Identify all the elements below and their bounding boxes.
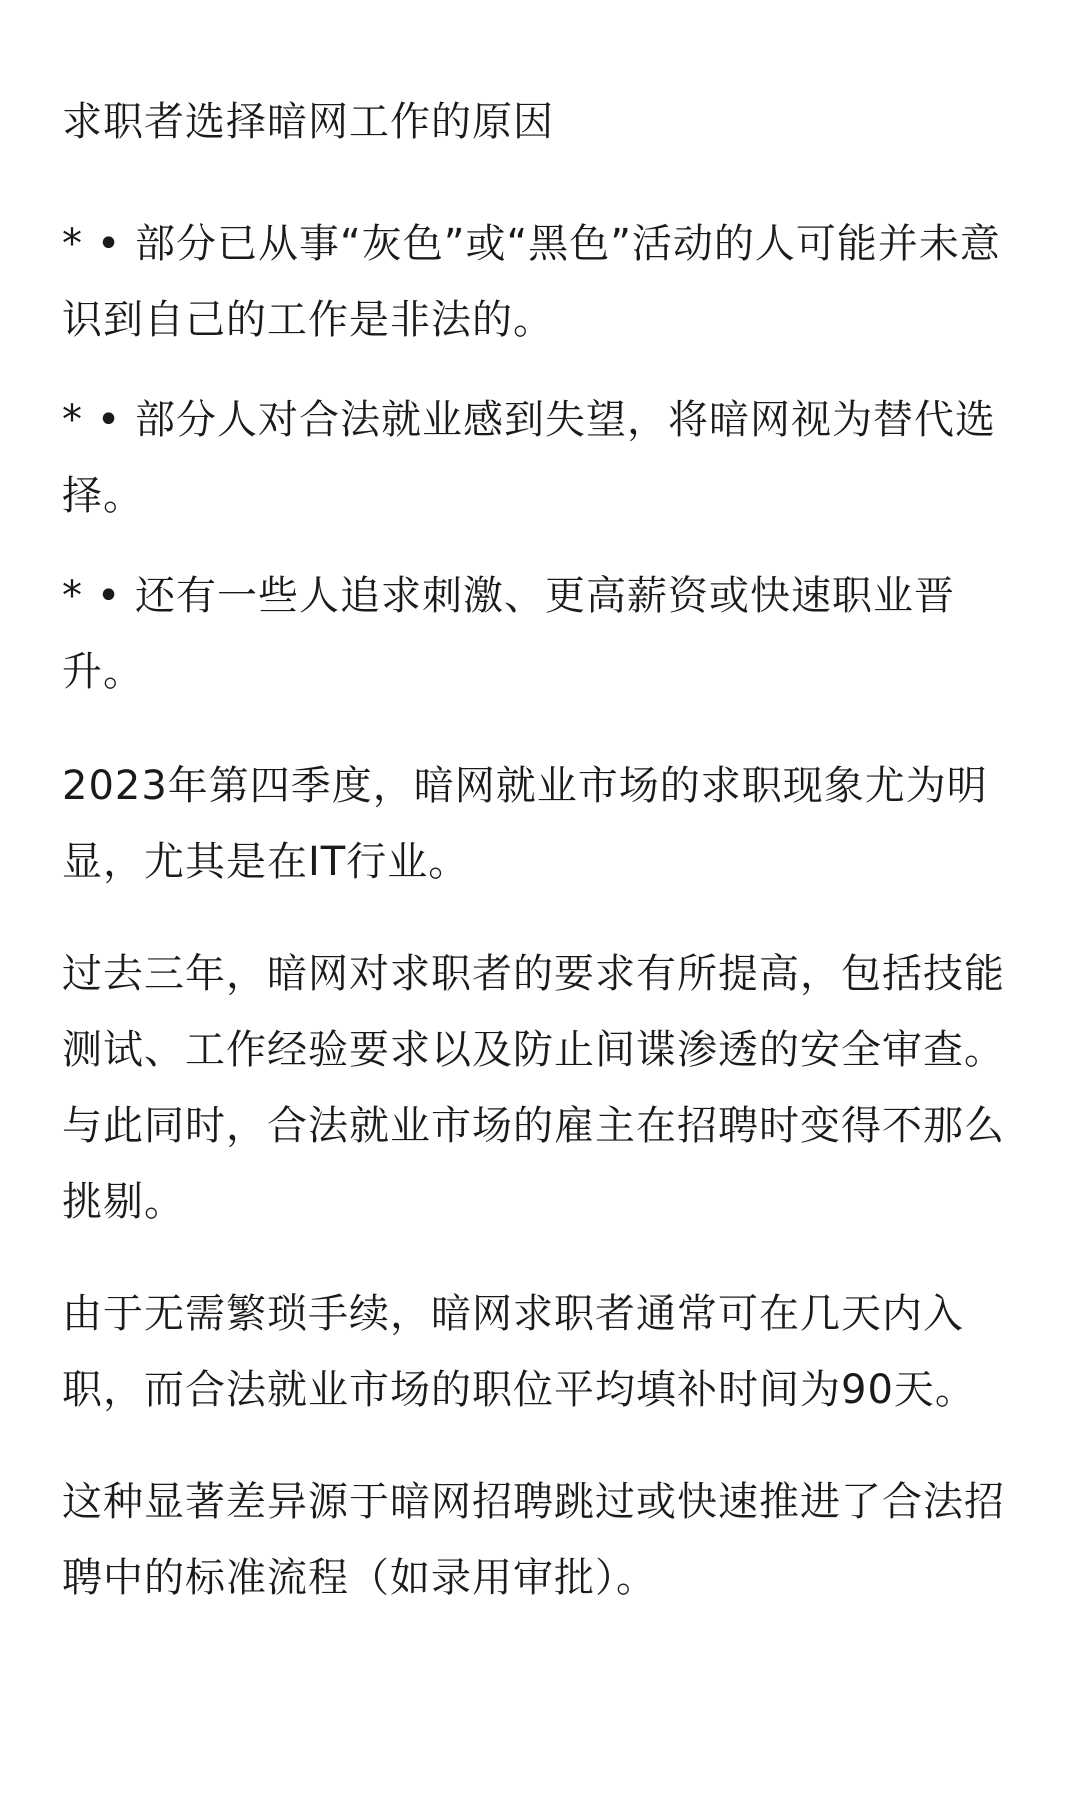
bullet-marker: * • bbox=[62, 573, 136, 619]
bullet-item bbox=[62, 558, 1018, 710]
bullet-text: 还有一些人追求刺激、更高薪资或快速职业晋升。 bbox=[62, 573, 956, 695]
bullet-item bbox=[62, 206, 1018, 358]
bullet-text: 部分已从事“灰色”或“黑色”活动的人可能并未意识到自己的工作是非法的。 bbox=[62, 221, 1001, 343]
paragraph: 这种显著差异源于暗网招聘跳过或快速推进了合法招聘中的标准流程（如录用审批）。 bbox=[62, 1479, 1005, 1601]
bullet-marker: * • bbox=[62, 397, 136, 443]
paragraph: 2023年第四季度，暗网就业市场的求职现象尤为明显，尤其是在IT行业。 bbox=[62, 763, 988, 885]
paragraph: 由于无需繁琐手续，暗网求职者通常可在几天内入职，而合法就业市场的职位平均填补时间为90天。 bbox=[62, 1291, 976, 1413]
bullet-text: 部分人对合法就业感到失望，将暗网视为替代选择。 bbox=[62, 397, 997, 519]
bullet-item bbox=[62, 382, 1018, 534]
paragraph: 过去三年，暗网对求职者的要求有所提高，包括技能测试、工作经验要求以及防止间谍渗透的安全审查。与此同时，合法就业市场的雇主在招聘时变得不那么挑剔。 bbox=[62, 951, 1005, 1225]
bullet-marker: * • bbox=[62, 221, 136, 267]
section-heading: 求职者选择暗网工作的原因 bbox=[62, 99, 554, 145]
